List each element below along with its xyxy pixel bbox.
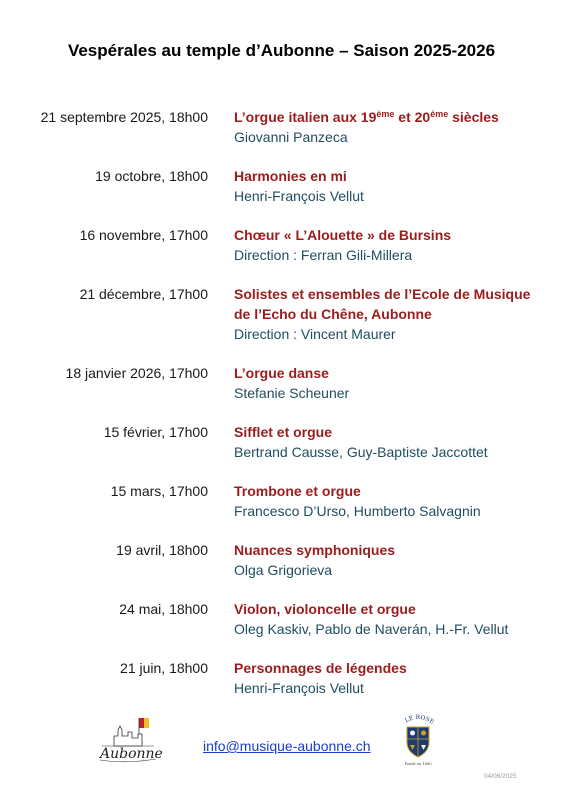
event-info xyxy=(234,166,554,206)
event-info xyxy=(234,107,554,147)
event-title: Solistes et ensembles de l’Ecole de Musique xyxy=(234,286,531,302)
event-performer: Henri-François Vellut xyxy=(234,680,364,696)
event-date: 18 janvier 2026, 17h00 xyxy=(65,365,208,381)
event-title-part: siècles xyxy=(448,109,499,125)
event-title-part: L’orgue italien aux 19 xyxy=(234,109,377,125)
event-title: Nuances symphoniques xyxy=(234,542,396,558)
event-date: 21 septembre 2025, 18h00 xyxy=(40,109,208,125)
event-performer: Direction : Vincent Maurer xyxy=(234,326,396,342)
svg-text:Aubonne: Aubonne xyxy=(100,746,163,762)
document-date: 04/06/2025 xyxy=(484,773,517,780)
event-performer: Direction : Ferran Gili-Millera xyxy=(234,247,413,263)
event-date: 19 octobre, 18h00 xyxy=(95,168,208,184)
svg-text:Fondé en 1880: Fondé en 1880 xyxy=(404,762,432,766)
event-date: 24 mai, 18h00 xyxy=(119,601,208,617)
event-info xyxy=(234,599,554,639)
event-title-superscript: ème xyxy=(376,109,395,119)
event-performer: Francesco D’Urso, Humberto Salvagnin xyxy=(234,503,481,519)
event-title: Personnages de légendes xyxy=(234,660,407,676)
event-performer: Giovanni Panzeca xyxy=(234,129,348,145)
le-rosey-crest-icon xyxy=(398,712,438,768)
event-date: 16 novembre, 17h00 xyxy=(79,227,208,243)
event-date: 19 avril, 18h00 xyxy=(116,542,208,558)
event-date: 15 mars, 17h00 xyxy=(110,483,208,499)
event-info xyxy=(234,363,554,403)
aubonne-logo-icon xyxy=(92,716,164,764)
event-title: Harmonies en mi xyxy=(234,168,347,184)
event-performer: Olga Grigorieva xyxy=(234,562,333,578)
event-date: 21 juin, 18h00 xyxy=(120,660,208,676)
event-info xyxy=(234,481,554,521)
event-date: 21 décembre, 17h00 xyxy=(79,286,208,302)
email-link[interactable]: info@musique-aubonne.ch xyxy=(203,738,371,754)
event-info xyxy=(234,658,554,698)
event-performer: Bertrand Causse, Guy-Baptiste Jaccottet xyxy=(234,444,488,460)
svg-text:LE ROSEY: LE ROSE xyxy=(403,713,436,726)
event-performer: Henri-François Vellut xyxy=(234,188,364,204)
event-title: Violon, violoncelle et orgue xyxy=(234,601,416,617)
le-rosey-crest xyxy=(398,712,438,768)
event-title: L’orgue danse xyxy=(234,365,329,381)
event-title-superscript: ème xyxy=(430,109,449,119)
event-performer: Stefanie Scheuner xyxy=(234,385,350,401)
event-title xyxy=(234,107,554,127)
aubonne-logo xyxy=(92,716,164,764)
event-info xyxy=(234,284,554,344)
event-date: 15 février, 17h00 xyxy=(103,424,208,440)
event-info xyxy=(234,225,554,265)
event-title: de l’Echo du Chêne, Aubonne xyxy=(234,306,432,322)
event-performer: Oleg Kaskiv, Pablo de Naverán, H.-Fr. Vellut xyxy=(234,621,509,637)
event-title: Chœur « L’Alouette » de Bursins xyxy=(234,227,452,243)
event-info xyxy=(234,540,554,580)
event-title: Sifflet et orgue xyxy=(234,424,333,440)
page-title: Vespérales au temple d’Aubonne – Saison 2025-2026 xyxy=(67,41,496,60)
event-title-part: et 20 xyxy=(394,109,431,125)
event-title: Trombone et orgue xyxy=(234,483,361,499)
event-info xyxy=(234,422,554,462)
